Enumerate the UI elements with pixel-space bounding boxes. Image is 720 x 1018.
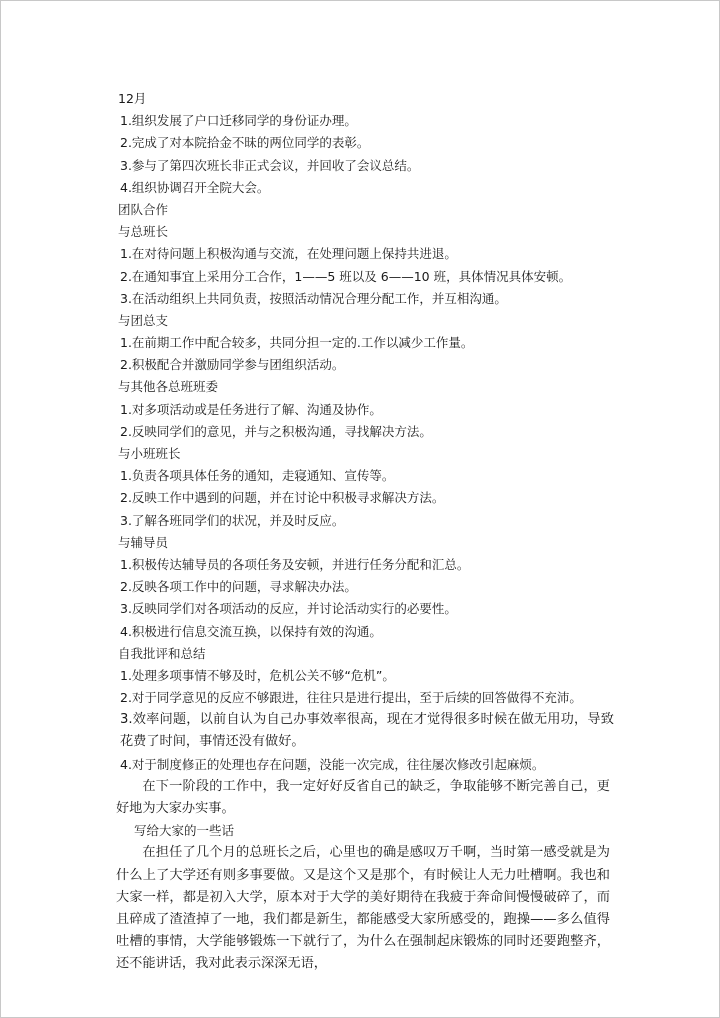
list-item: 4.对于制度修正的处理也存在问题，没能一次完成，往往屡次修改引起麻烦。: [120, 756, 545, 772]
list-item: 3.参与了第四次班长非正式会议，并回收了会议总结。: [120, 157, 420, 173]
list-item: 4.组织协调召开全院大会。: [120, 179, 270, 195]
subsection-title-counselor: 与辅导员: [118, 534, 169, 550]
list-item: 2.反映工作中遇到的问题，并在讨论中积极寻求解决方法。: [120, 490, 445, 506]
list-item: 1.处理多项事情不够及时，危机公关不够“危机”。: [120, 667, 395, 683]
list-item: 1.在对待问题上积极沟通与交流，在处理问题上保持共进退。: [120, 246, 457, 262]
list-item: 3.效率问题，以前自认为自己办事效率很高，现在才觉得很多时候在做无用功，导致花费了时间，事情还没有做好。: [120, 712, 614, 750]
list-item: 4.积极进行信息交流互换，以保持有效的沟通。: [120, 623, 382, 639]
list-item: 1.组织发展了户口迁移同学的身份证办理。: [120, 113, 357, 129]
subsection-title-head-monitor: 与总班长: [118, 224, 169, 240]
list-item: 3.在活动组织上共同负责，按照活动情况合理分配工作，并互相沟通。: [120, 290, 507, 306]
list-item: 2.反映同学们的意见，并与之积极沟通，寻找解决方法。: [120, 423, 432, 439]
list-item: 3.反映同学们对各项活动的反应，并讨论活动实行的必要性。: [120, 601, 457, 617]
list-item: 2.在通知事宜上采用分工合作，1——5 班以及 6——10 班，具体情况具体安顿。: [120, 268, 572, 284]
list-item: 1.负责各项具体任务的通知，走寝通知、宣传等。: [120, 468, 395, 484]
list-item: 3.了解各班同学们的状况，并及时反应。: [120, 512, 345, 528]
subsection-title-league-branch: 与团总支: [118, 312, 169, 328]
subsection-title-other-committee: 与其他各总班班委: [118, 379, 219, 395]
document-body: [116, 88, 616, 976]
list-item: 2.对于同学意见的反应不够跟进，往往只是进行提出，至于后续的回答做得不充沛。: [120, 690, 582, 706]
section-title-to-everyone: 写给大家的一些话: [134, 823, 235, 839]
section-title-teamwork: 团队合作: [118, 201, 169, 217]
list-item: 2.反映各项工作中的问题，寻求解决办法。: [120, 579, 357, 595]
list-item: 2.完成了对本院拾金不昧的两位同学的表彰。: [120, 135, 370, 151]
section-title-self-criticism: 自我批评和总结: [118, 645, 206, 661]
list-item: 1.积极传达辅导员的各项任务及安顿，并进行任务分配和汇总。: [120, 556, 470, 572]
closing-paragraph: 在下一阶段的工作中，我一定好好反省自己的缺乏，争取能够不断完善自己，更好地为大家办实事。: [116, 778, 610, 817]
month-title: 12月: [118, 91, 147, 106]
subsection-title-class-monitors: 与小班班长: [118, 446, 181, 461]
list-item: 1.在前期工作中配合较多，共同分担一定的.工作以减少工作量。: [120, 335, 474, 351]
list-item: 1.对多项活动或是任务进行了解、沟通及协作。: [120, 401, 382, 417]
list-item: 2.积极配合并激励同学参与团组织活动。: [120, 357, 345, 373]
body-paragraph: 在担任了几个月的总班长之后，心里也的确是感叹万千啊，当时第一感受就是为什么上了大学还有则多事要做。又是这个又是那个，有时候让人无力吐槽啊。我也和大家一样，都是初入大学，原本对于大学的美好期待在我疲于奔命间慢慢破碎了，而且碎成了渣渣掉了一地，我们都是新生，都能感受大家所感受的，跑操——多么值得吐槽的事情，大学能够锻炼一下就行了，为什么在强制起床锻炼的同时还要跑整齐，还不能讲话，我对此表示深深无语，: [116, 845, 610, 972]
